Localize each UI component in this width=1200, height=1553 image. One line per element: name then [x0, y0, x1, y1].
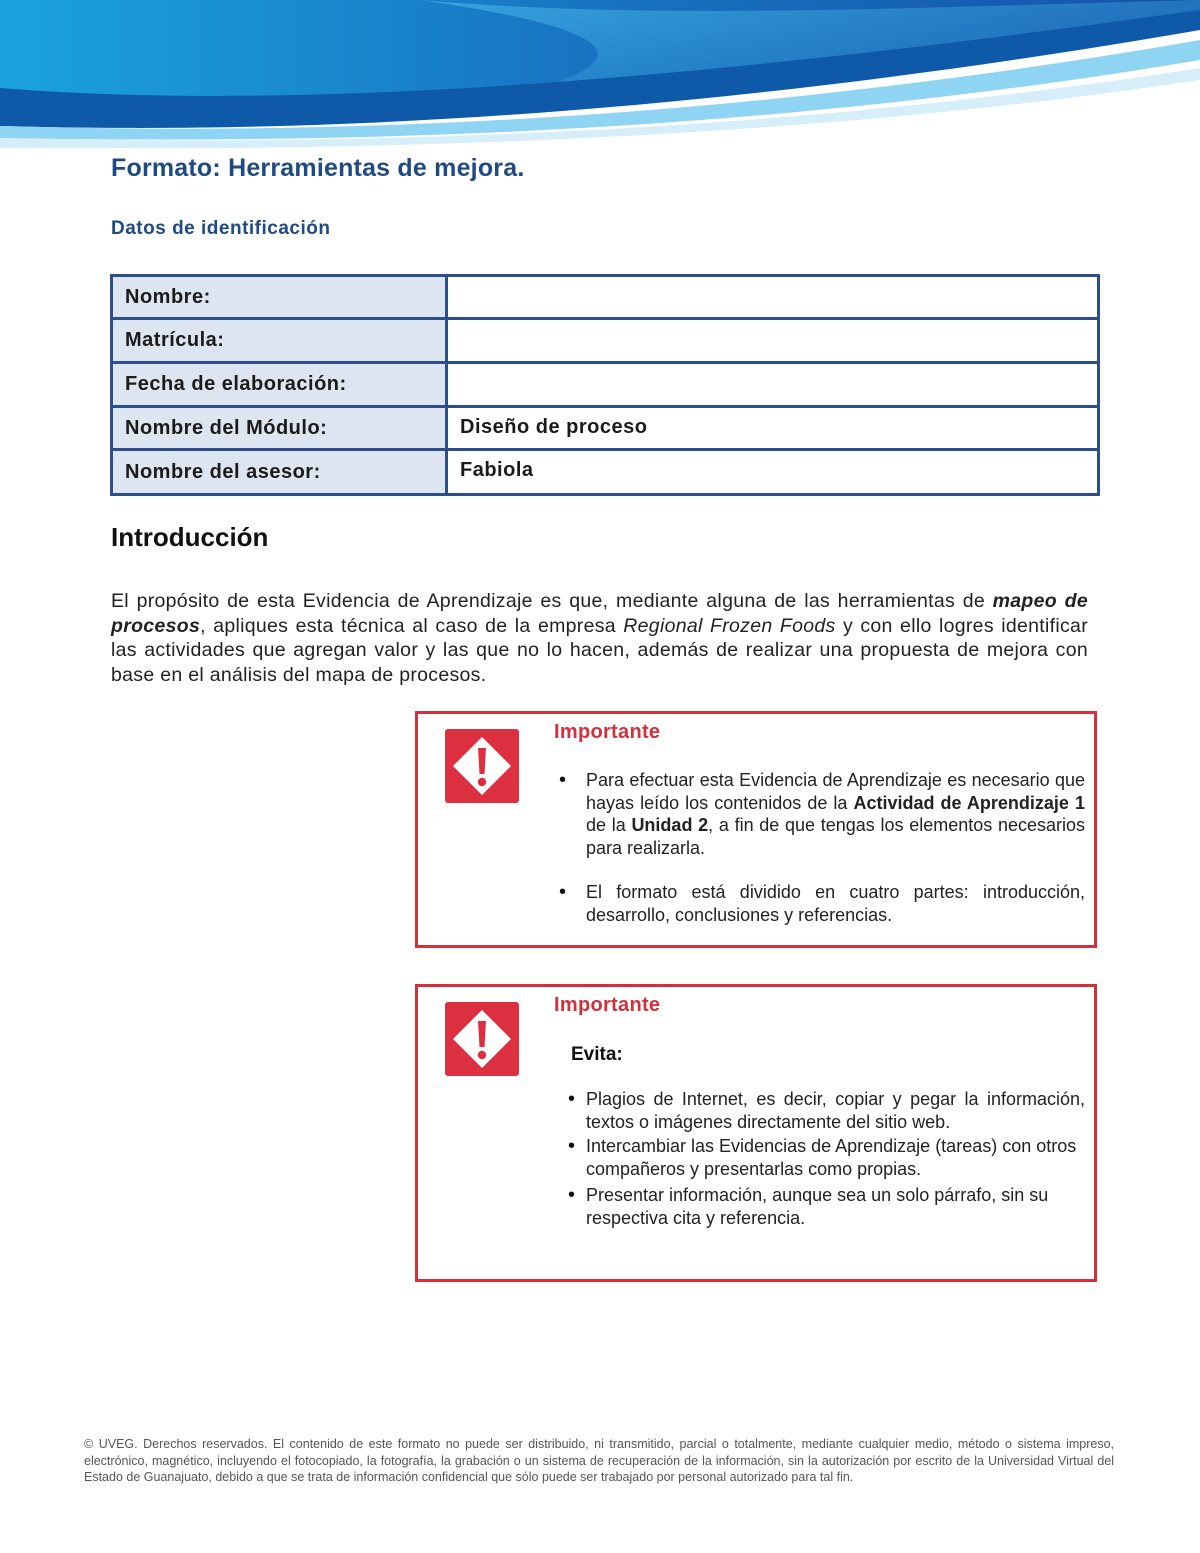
list-item: [554, 769, 1085, 859]
advisor-label: Nombre del asesor:: [112, 450, 447, 495]
list-item: • Intercambiar las Evidencias de Aprendizaje (tareas) con otros compañeros y presentarlas como propias.: [554, 1135, 1085, 1180]
section-subtitle: Datos de identificación: [111, 218, 331, 239]
list-item: • El formato está dividido en cuatro partes: introducción, desarrollo, conclusiones y referencias.: [554, 881, 1085, 926]
box-title: Importante: [554, 721, 661, 743]
bullet-text: de la: [586, 815, 632, 835]
important-box-1: [415, 711, 1097, 948]
bullet-bold: Unidad 2: [631, 815, 709, 835]
copyright-footer: © UVEG. Derechos reservados. El contenido de este formato no puede ser distribuido, ni transmitido, parcial o totalmente, mediante cualquier medio, método o sistema impreso, electrónico, magnético, incluyendo el fotocopiado, la fotografía, la grabación o un sistema de recuperación de la información, sin la autorización por escrito de la Universidad Virtual del Estado de Guanajuato, debido a que se trata de información confidencial que sólo puede ser trabajado por personal autorizado para tal fin.: [84, 1437, 1114, 1484]
intro-text-2: , apliques esta técnica al caso de la empresa: [200, 614, 624, 637]
identification-table: [110, 274, 1100, 496]
intro-text-1: El propósito de esta Evidencia de Aprendizaje es que, mediante alguna de las herramientas de: [111, 590, 993, 612]
date-value[interactable]: [447, 363, 1099, 407]
important-list: [554, 769, 1085, 926]
date-label: Fecha de elaboración:: [112, 363, 447, 407]
warning-diamond-icon: [445, 1002, 519, 1076]
intro-emphasis: mapeo de procesos: [111, 590, 1088, 637]
intro-heading: Introducción: [111, 522, 269, 552]
name-label: Nombre:: [112, 276, 447, 319]
id-number-value[interactable]: [447, 319, 1099, 363]
module-value[interactable]: Diseño de proceso: [447, 407, 1099, 450]
warning-diamond-icon: [445, 729, 519, 803]
name-value[interactable]: [447, 276, 1099, 319]
list-item: • Plagios de Internet, es decir, copiar y pegar la información, textos o imágenes directamente del sitio web.: [554, 1088, 1085, 1133]
header-banner: [0, 0, 1200, 148]
module-label: Nombre del Módulo:: [112, 407, 447, 450]
intro-company: Regional Frozen Foods: [623, 614, 836, 637]
intro-text-3: y con ello logres identificar las actividades que agregan valor y las que no lo hacen, además de realizar una propuesta de mejora con base en el análisis del mapa de procesos.: [111, 614, 1089, 686]
bullet-text: , a fin de que tengas los elementos necesarios para realizarla.: [586, 815, 1085, 858]
id-number-label: Matrícula:: [112, 319, 447, 363]
avoid-label: Evita:: [571, 1044, 623, 1065]
table-row: [112, 319, 1099, 363]
bullet-text: Para efectuar esta Evidencia de Aprendizaje es necesario que hayas leído los contenidos de la: [586, 770, 1085, 813]
intro-paragraph: [111, 589, 1088, 687]
bullet-bold: Actividad de Aprendizaje 1: [853, 792, 1085, 813]
page-title: Formato: Herramientas de mejora.: [111, 154, 525, 182]
advisor-value[interactable]: Fabiola: [447, 450, 1099, 495]
table-row: [112, 450, 1099, 495]
table-row: [112, 363, 1099, 407]
box-title: Importante: [554, 994, 661, 1016]
avoid-list: [554, 1088, 1085, 1229]
table-row: [112, 407, 1099, 450]
list-item: • Presentar información, aunque sea un solo párrafo, sin su respectiva cita y referencia.: [554, 1184, 1085, 1229]
important-box-2: [415, 984, 1097, 1282]
table-row: [112, 276, 1099, 319]
